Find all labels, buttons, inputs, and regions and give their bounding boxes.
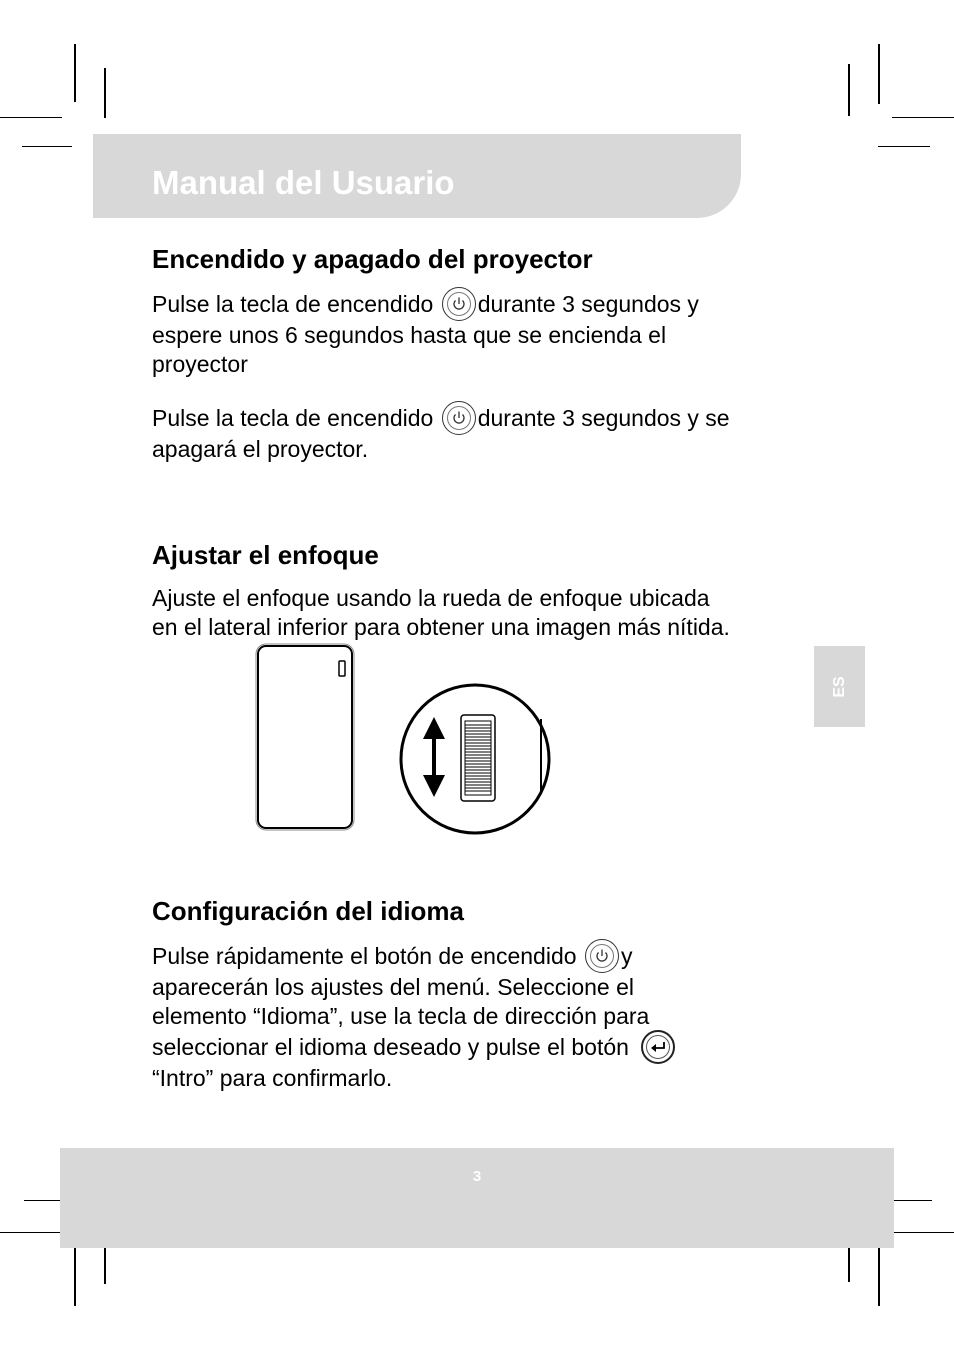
section-title-focus: Ajustar el enfoque <box>152 540 379 570</box>
crop-mark <box>104 1248 106 1284</box>
text-fragment: Pulse la tecla de encendido <box>152 405 434 431</box>
language-tab <box>814 646 865 727</box>
text-fragment: seleccionar el idioma deseado y pulse el botón <box>152 1034 629 1061</box>
crop-mark <box>878 146 930 147</box>
crop-mark <box>22 146 72 147</box>
crop-mark <box>892 117 954 118</box>
power-button-icon <box>442 287 476 321</box>
text-line: apagará el proyector. <box>152 436 369 462</box>
power-button-icon <box>585 939 619 973</box>
footer-band <box>60 1148 894 1248</box>
page-title: Manual del Usuario <box>152 164 455 201</box>
text-line: espere unos 6 segundos hasta que se encienda el <box>152 322 667 348</box>
text-fragment: durante 3 segundos y se <box>477 405 730 431</box>
focus-paragraph <box>152 584 792 641</box>
crop-mark <box>0 1232 60 1233</box>
crop-mark <box>878 1248 880 1306</box>
enter-button-icon <box>641 1030 675 1064</box>
text-fragment: y <box>620 943 633 969</box>
text-line: en el lateral inferior para obtener una imagen más nítida. <box>152 613 730 640</box>
language-paragraph <box>152 939 792 1093</box>
power-button-icon <box>442 401 476 435</box>
language-tab-label: ES <box>830 675 848 698</box>
text-fragment: durante 3 segundos y <box>477 291 699 317</box>
text-line: proyector <box>152 350 248 377</box>
page-number: 3 <box>472 1168 482 1185</box>
projector-side-icon <box>256 644 354 830</box>
crop-mark <box>24 1200 60 1201</box>
text-line: aparecerán los ajustes del menú. Seleccione el <box>152 974 635 1000</box>
focus-wheel-illustration <box>255 643 555 838</box>
crop-mark <box>894 1200 932 1201</box>
power-off-paragraph <box>152 401 792 464</box>
crop-mark <box>894 1232 954 1233</box>
section-title-power: Encendido y apagado del proyector <box>152 244 593 274</box>
crop-mark <box>0 117 62 118</box>
crop-mark <box>74 1248 76 1306</box>
crop-mark <box>74 44 76 102</box>
crop-mark <box>878 44 880 104</box>
text-line: Ajuste el enfoque usando la rueda de enfoque ubicada <box>152 585 710 611</box>
section-title-language: Configuración del idioma <box>152 896 465 926</box>
power-on-paragraph <box>152 287 792 378</box>
crop-mark <box>104 68 106 118</box>
text-fragment: Pulse rápidamente el botón de encendido <box>152 943 577 969</box>
text-line: “Intro” para confirmarlo. <box>152 1065 393 1092</box>
text-line: elemento “Idioma”, use la tecla de dirección para <box>152 1002 650 1029</box>
crop-mark <box>848 1248 850 1282</box>
crop-mark <box>848 64 850 116</box>
text-fragment: Pulse la tecla de encendido <box>152 291 434 317</box>
focus-wheel-icon <box>401 685 549 833</box>
